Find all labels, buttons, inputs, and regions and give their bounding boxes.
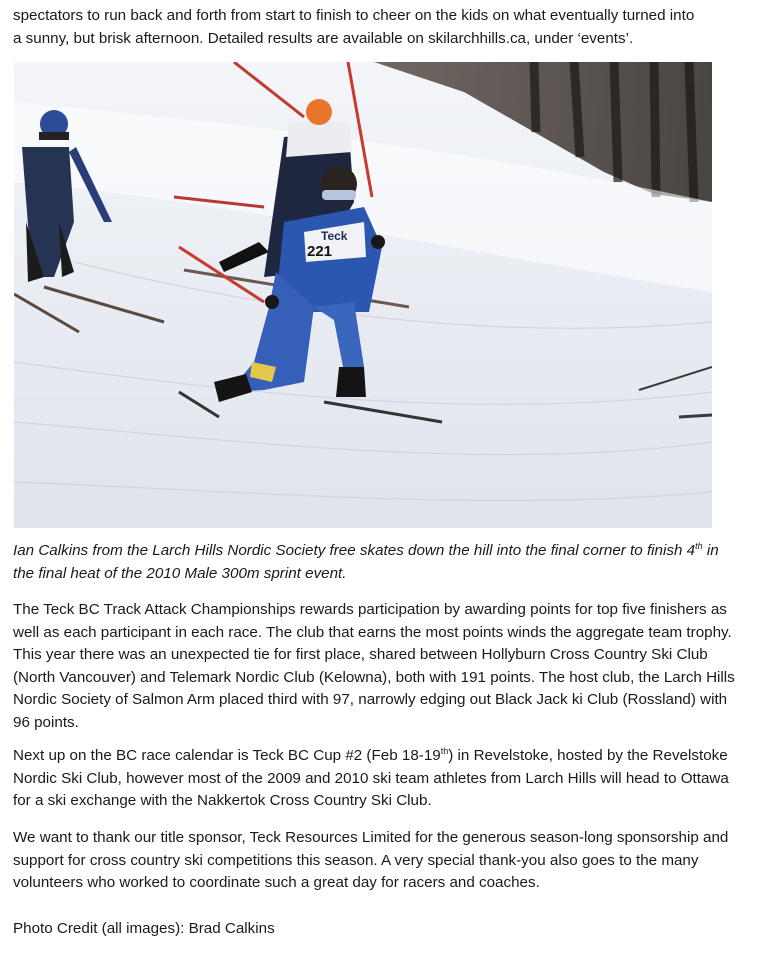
caption-text-2: in the final heat of the 2010 Male 300m sprint event.: [13, 542, 719, 582]
caption-text-1: Ian Calkins from the Larch Hills Nordic Society free skates down the hill into the final corner to finish 4: [13, 542, 696, 559]
intro-paragraph: [13, 5, 743, 50]
bib-number: 221: [307, 243, 333, 260]
caption-superscript: th: [695, 540, 703, 551]
ski-race-photo: [14, 62, 712, 528]
bib-teck-label: Teck: [321, 229, 348, 243]
ski-race-illustration: [14, 62, 712, 528]
intro-line-2: a sunny, but brisk afternoon. Detailed results are available on skilarchhills.ca, under ‘events’.: [13, 29, 634, 47]
calendar-text-2: ) in Revelstoke, hosted by the Revelstoke Nordic Ski Club, however most of the 2009 and 2010 ski team athletes from Larch Hills will head to Ottawa for a ski exchange with the Nakkertok Cross Country Ski Club.: [13, 747, 729, 810]
calendar-paragraph: [13, 745, 743, 813]
calendar-text-1: Next up on the BC race calendar is Teck BC Cup #2 (Feb 18-19: [13, 747, 441, 764]
results-paragraph: The Teck BC Track Attack Championships rewards participation by awarding points for top five finishers as well as each participant in each race. The club that earns the most points winds the aggregate team trophy. This year there was an unexpected tie for first place, shared between Hollyburn Cross Country Ski Club (North Vancouver) and Telemark Nordic Club (Kelowna), both with 191 points. The host club, the Larch Hills Nordic Society of Salmon Arm placed third with 97, narrowly edging out Black Jack ki Club (Rossland) with 96 points.: [13, 601, 735, 731]
calendar-superscript: th: [440, 745, 449, 756]
thanks-paragraph: We want to thank our title sponsor, Teck Resources Limited for the generous season-long sponsorship and support for cross country ski competitions this season. A very special thank-you also goes to the many volunteers who worked to coordinate such a great day for racers and coaches.: [13, 829, 729, 892]
photo-credit: Photo Credit (all images): Brad Calkins: [13, 920, 275, 937]
intro-line-1: spectators to run back and forth from start to finish to cheer on the kids on what eventually turned into: [13, 7, 695, 24]
photo-caption: [13, 540, 743, 585]
